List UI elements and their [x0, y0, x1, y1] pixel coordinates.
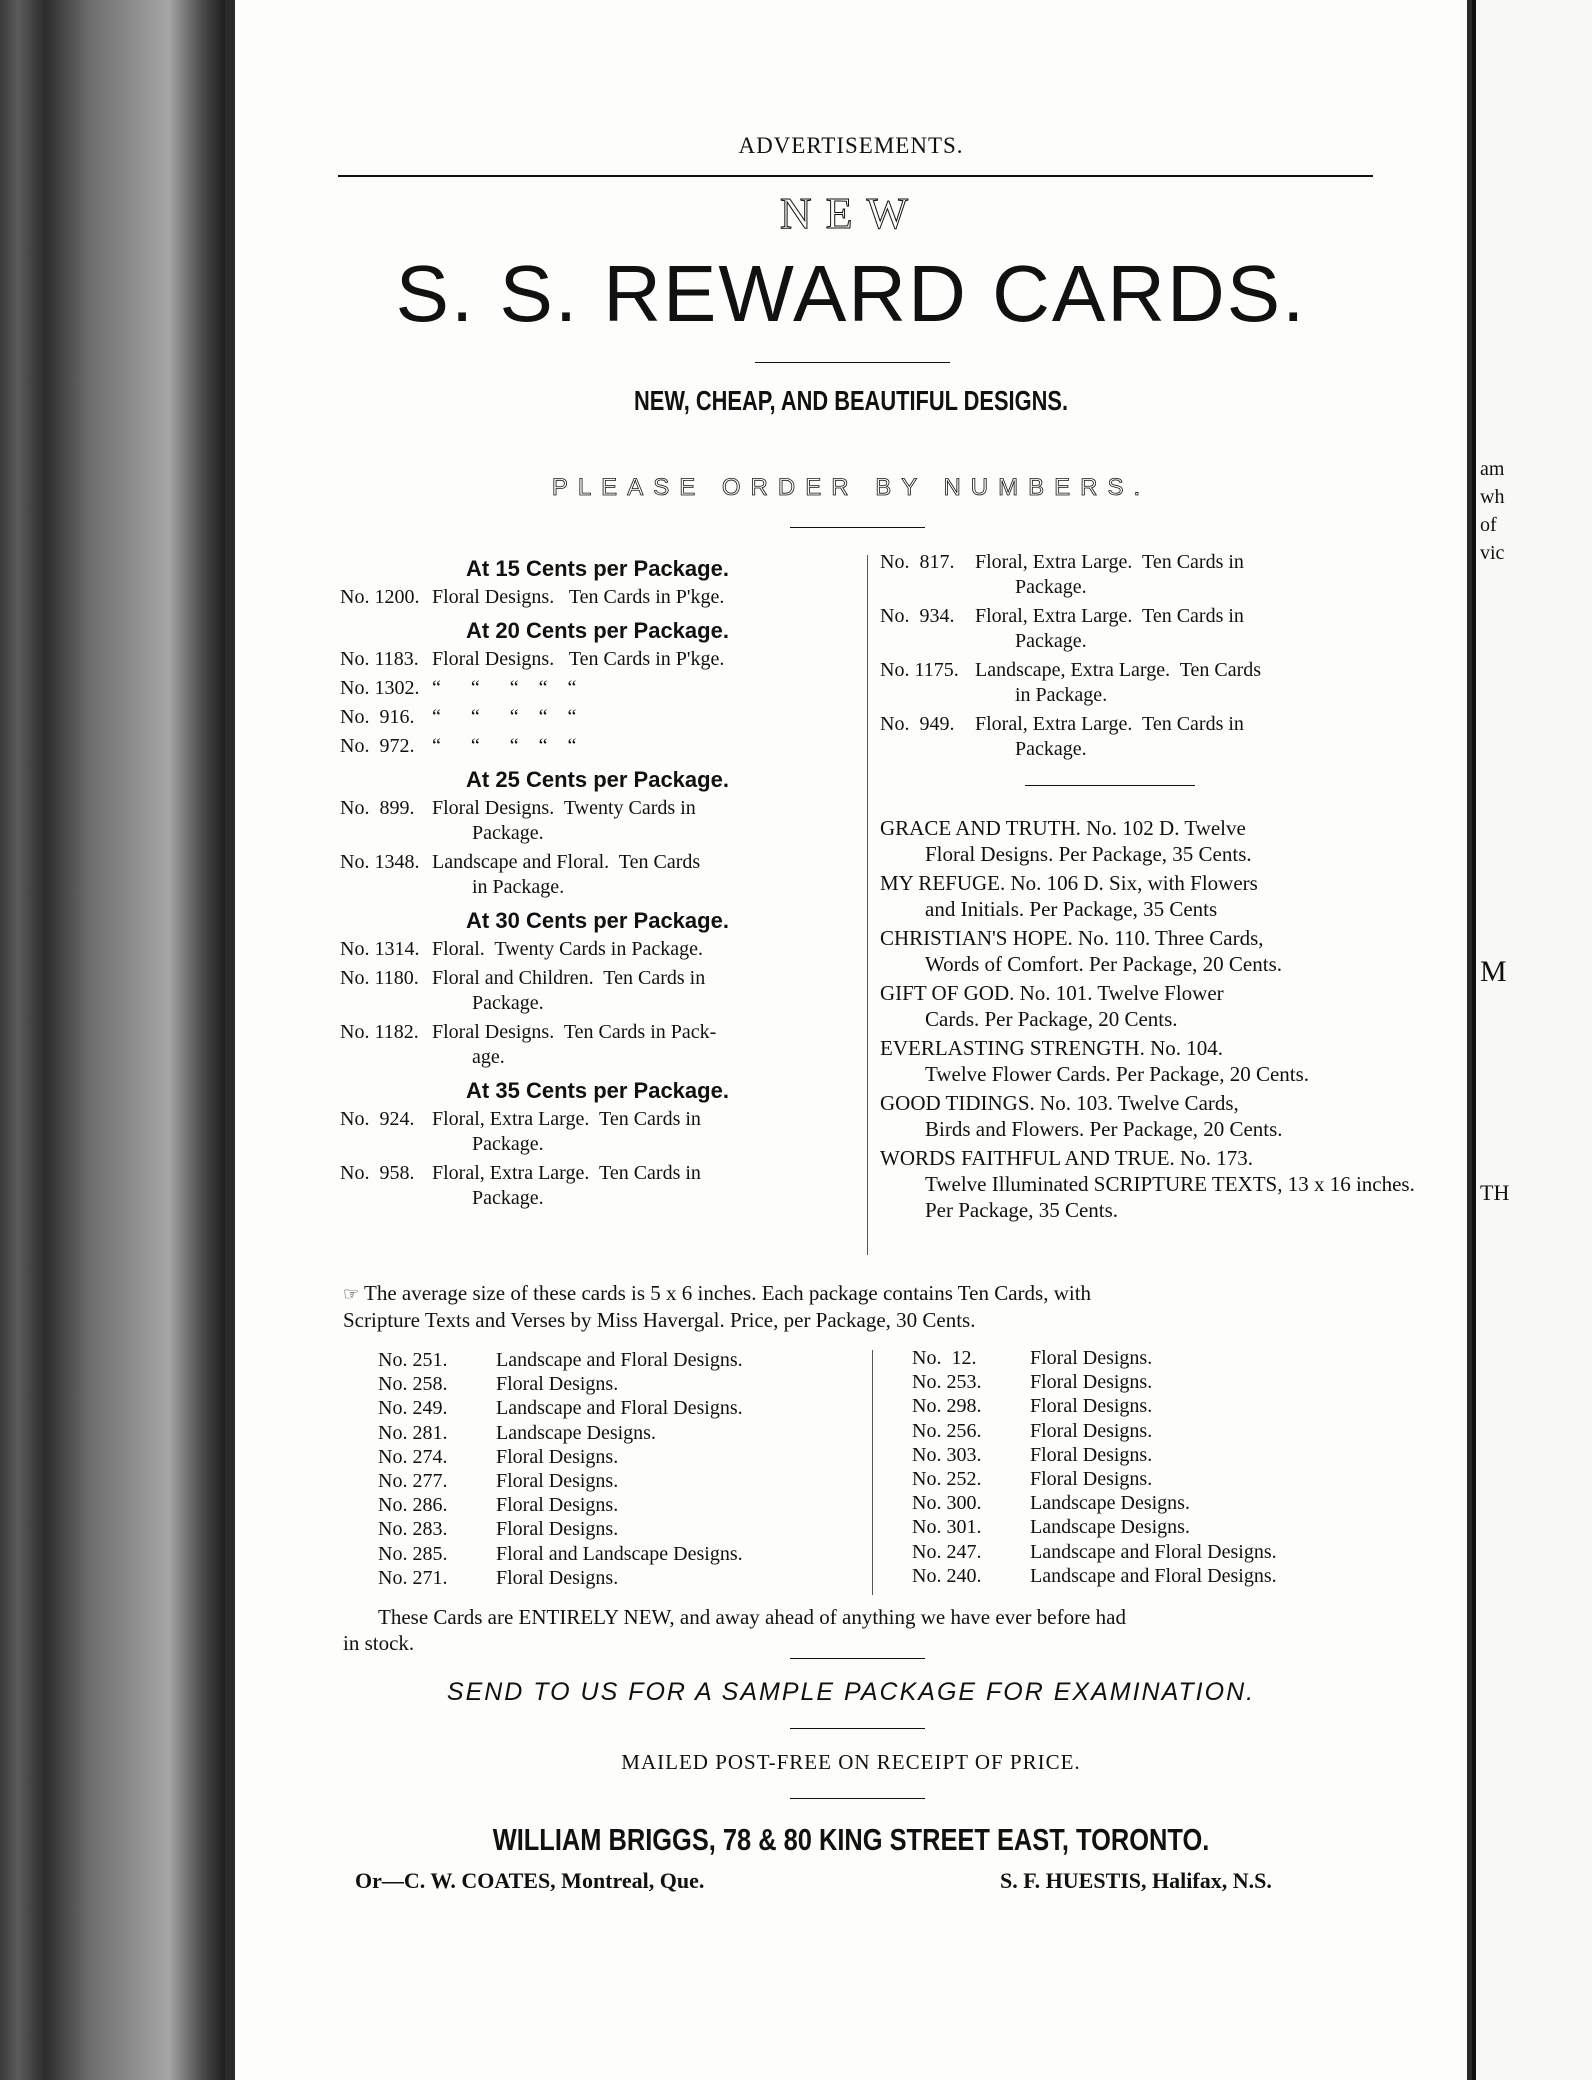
- item-number: No. 271.: [378, 1566, 448, 1589]
- series-entry: [880, 1090, 1432, 1142]
- publisher: WILLIAM BRIGGS, 78 & 80 KING STREET EAST, TORONTO.: [492, 1822, 1210, 1857]
- series-entry: [880, 925, 1432, 977]
- item-continuation: Package.: [1015, 630, 1087, 652]
- price-entry: [340, 1161, 855, 1211]
- price-entry: [340, 966, 855, 1016]
- item-number: No. 972.: [340, 735, 415, 757]
- item-continuation: Package.: [1015, 576, 1087, 598]
- price-entry-row: [880, 604, 1420, 629]
- mailed-line: MAILED POST-FREE ON RECEIPT OF PRICE.: [621, 1750, 1081, 1774]
- item-description: Floral Designs. Ten Cards in Pack-: [432, 1021, 717, 1043]
- price-entry-row: [340, 796, 855, 821]
- item-description: Floral Designs.: [496, 1470, 619, 1493]
- item-number: No. 1180.: [340, 967, 419, 989]
- series-rest: Twelve Illuminated SCRIPTURE TEXTS, 13 x 16 inches. Per Package, 35 Cents.: [925, 1172, 1415, 1222]
- price-entry-row: [340, 585, 855, 610]
- item-number: No. 303.: [912, 1443, 982, 1466]
- price-entry-row: [340, 734, 855, 759]
- order-note: PLEASE ORDER BY NUMBERS.: [551, 474, 1151, 501]
- havergal-note-line2: Scripture Texts and Verses by Miss Havergal. Price, per Package, 30 Cents.: [343, 1308, 976, 1332]
- series-entry: [880, 980, 1432, 1032]
- price-heading: At 35 Cents per Package.: [466, 1078, 729, 1103]
- item-description: Landscape and Floral. Ten Cards: [432, 851, 701, 873]
- entirely-new-note: [343, 1604, 1433, 1656]
- subtitle: NEW, CHEAP, AND BEAUTIFUL DESIGNS.: [633, 385, 1069, 416]
- havergal-entry: [378, 1372, 848, 1396]
- item-number: No. 298.: [912, 1395, 982, 1418]
- item-description: Floral Designs.: [1030, 1395, 1153, 1418]
- item-continuation: Package.: [472, 1133, 544, 1155]
- price-entry: [340, 1020, 855, 1070]
- item-number: No. 1314.: [340, 938, 420, 960]
- item-description: Floral Designs.: [496, 1518, 619, 1541]
- item-number: No. 924.: [340, 1108, 415, 1130]
- price-entry-row: [340, 1020, 855, 1045]
- next-page-fragment: of: [1480, 514, 1497, 536]
- item-number: No. 1348.: [340, 851, 420, 873]
- havergal-entry: [378, 1348, 848, 1372]
- item-description: “ “ “ “ “: [432, 735, 577, 757]
- item-number: No. 1175.: [880, 659, 959, 681]
- item-number: No. 277.: [378, 1470, 448, 1493]
- card-series-list: [880, 815, 1432, 1226]
- entirely-new-line1: These Cards are ENTIRELY NEW, and away ahead of anything we have ever before had: [378, 1605, 1126, 1629]
- price-entry: [340, 1107, 855, 1157]
- hand-pointer-icon: ☞: [343, 1284, 360, 1304]
- item-description: Landscape and Floral Designs.: [496, 1397, 743, 1420]
- next-page-fragment: M: [1480, 955, 1507, 988]
- price-heading: At 15 Cents per Package.: [466, 556, 729, 581]
- header-rule: [338, 175, 1373, 177]
- item-number: No. 12.: [912, 1347, 977, 1369]
- item-number: No. 283.: [378, 1518, 448, 1541]
- item-description: Floral Designs.: [1030, 1419, 1153, 1442]
- havergal-entry: [378, 1396, 848, 1420]
- havergal-entry: [378, 1493, 848, 1517]
- series-first-line: GRACE AND TRUTH. No. 102 D. Twelve: [880, 816, 1246, 840]
- item-number: No. 252.: [912, 1468, 982, 1491]
- agent-left: Or—C. W. COATES, Montreal, Que.: [355, 1868, 705, 1893]
- item-description: Floral Designs. Ten Cards in P'kge.: [432, 648, 725, 670]
- item-description: Floral Designs.: [496, 1445, 619, 1468]
- column-divider: [867, 555, 868, 1255]
- item-description: Floral Designs.: [496, 1373, 619, 1396]
- price-list-left: [340, 548, 855, 1215]
- havergal-list-left: [378, 1348, 848, 1590]
- entirely-new-line2: in stock.: [343, 1631, 415, 1655]
- series-entry: [880, 815, 1432, 867]
- price-entry: [340, 937, 855, 962]
- price-entry: [880, 550, 1420, 600]
- item-number: No. 916.: [340, 706, 415, 728]
- havergal-entry: [378, 1542, 848, 1566]
- mailed-rule: [790, 1798, 925, 1799]
- havergal-entry: [378, 1566, 848, 1590]
- price-entry-row: [340, 705, 855, 730]
- item-number: No. 256.: [912, 1419, 982, 1442]
- havergal-note: [343, 1280, 1433, 1333]
- havergal-entry: [912, 1419, 1412, 1443]
- price-entry-row: [340, 676, 855, 701]
- price-entry-row: [340, 1107, 855, 1132]
- next-page-edge: [1472, 0, 1592, 2080]
- havergal-entry: [378, 1421, 848, 1445]
- item-number: No. 301.: [912, 1516, 982, 1539]
- price-entry: [880, 604, 1420, 654]
- item-number: No. 958.: [340, 1162, 415, 1184]
- title-rule: [755, 362, 950, 363]
- item-number: No. 1183.: [340, 648, 419, 670]
- item-description: Floral, Extra Large. Ten Cards in: [432, 1162, 701, 1184]
- havergal-entry: [912, 1515, 1412, 1539]
- item-description: Floral and Children. Ten Cards in: [432, 967, 706, 989]
- item-number: No. 300.: [912, 1492, 982, 1515]
- havergal-entry: [378, 1469, 848, 1493]
- next-page-fragment: vic: [1480, 542, 1505, 564]
- item-description: Floral Designs.: [1030, 1468, 1153, 1491]
- item-continuation: Package.: [472, 1187, 544, 1209]
- price-entry-row: [340, 966, 855, 991]
- havergal-list-right: [912, 1346, 1412, 1588]
- item-description: Landscape Designs.: [1030, 1492, 1190, 1515]
- price-entry-row: [340, 1161, 855, 1186]
- item-continuation: in Package.: [472, 876, 565, 898]
- havergal-entry: [912, 1467, 1412, 1491]
- item-number: No. 281.: [378, 1421, 448, 1444]
- price-entry: [340, 676, 855, 701]
- item-description: Floral Designs.: [1030, 1347, 1153, 1369]
- item-number: No. 274.: [378, 1445, 448, 1468]
- item-description: Floral Designs. Ten Cards in P'kge.: [432, 586, 725, 608]
- price-heading: At 25 Cents per Package.: [466, 767, 729, 792]
- item-number: No. 253.: [912, 1371, 982, 1394]
- havergal-entry: [912, 1491, 1412, 1515]
- item-number: No. 258.: [378, 1373, 448, 1396]
- series-entry: [880, 1035, 1432, 1087]
- item-continuation: age.: [472, 1046, 505, 1068]
- series-entry: [880, 1145, 1432, 1223]
- page-title: S. S. REWARD CARDS.: [395, 249, 1307, 338]
- havergal-entry: [912, 1540, 1412, 1564]
- price-entry: [880, 712, 1420, 762]
- havergal-entry: [378, 1445, 848, 1469]
- item-description: Landscape, Extra Large. Ten Cards: [975, 659, 1262, 681]
- price-entry: [340, 585, 855, 610]
- series-rest: and Initials. Per Package, 35 Cents: [925, 897, 1218, 921]
- havergal-entry: [912, 1564, 1412, 1588]
- page: [235, 0, 1467, 2080]
- item-description: Floral, Extra Large. Ten Cards in: [975, 713, 1244, 735]
- price-entry-row: [340, 937, 855, 962]
- price-heading: At 30 Cents per Package.: [466, 908, 729, 933]
- new-label: NEW: [779, 189, 923, 238]
- item-number: No. 949.: [880, 713, 955, 735]
- running-header: ADVERTISEMENTS.: [738, 133, 964, 158]
- price-entry-row: [340, 850, 855, 875]
- item-number: No. 285.: [378, 1542, 448, 1565]
- price-entry-row: [880, 550, 1420, 575]
- item-number: No. 899.: [340, 797, 415, 819]
- item-description: Landscape and Floral Designs.: [1030, 1564, 1277, 1587]
- series-rest: Floral Designs. Per Package, 35 Cents.: [925, 842, 1252, 866]
- price-entry: [880, 658, 1420, 708]
- item-description: Floral and Landscape Designs.: [496, 1542, 743, 1565]
- series-rest: Birds and Flowers. Per Package, 20 Cents.: [925, 1117, 1283, 1141]
- next-page-fragment: wh: [1480, 486, 1505, 508]
- item-number: No. 1200.: [340, 586, 420, 608]
- price-entry-row: [880, 658, 1420, 683]
- item-description: Floral Designs.: [1030, 1371, 1153, 1394]
- price-entry: [340, 850, 855, 900]
- havergal-entry: [912, 1346, 1412, 1370]
- price-entry: [340, 647, 855, 672]
- item-description: “ “ “ “ “: [432, 677, 577, 699]
- right-section-rule: [1025, 785, 1195, 786]
- item-description: Floral Designs.: [1030, 1443, 1153, 1466]
- series-first-line: EVERLASTING STRENGTH. No. 104.: [880, 1036, 1223, 1060]
- item-description: Floral, Extra Large. Ten Cards in: [975, 551, 1244, 573]
- item-description: Landscape Designs.: [496, 1421, 656, 1444]
- item-description: Floral, Extra Large. Ten Cards in: [975, 605, 1244, 627]
- price-entry-row: [340, 647, 855, 672]
- havergal-entry: [378, 1517, 848, 1541]
- price-entry: [340, 734, 855, 759]
- book-spine: [0, 0, 225, 2080]
- item-number: No. 247.: [912, 1540, 982, 1563]
- item-description: Landscape Designs.: [1030, 1516, 1190, 1539]
- item-description: Landscape and Floral Designs.: [1030, 1540, 1277, 1563]
- sample-rule-top: [790, 1658, 925, 1659]
- item-number: No. 817.: [880, 551, 955, 573]
- item-number: No. 934.: [880, 605, 955, 627]
- item-number: No. 240.: [912, 1564, 982, 1587]
- item-description: Floral Designs.: [496, 1494, 619, 1517]
- series-rest: Twelve Flower Cards. Per Package, 20 Cents.: [925, 1062, 1310, 1086]
- item-description: Floral Designs.: [496, 1566, 619, 1589]
- series-rest: Words of Comfort. Per Package, 20 Cents.: [925, 952, 1282, 976]
- havergal-note-line1: The average size of these cards is 5 x 6 inches. Each package contains Ten Cards, with: [364, 1281, 1092, 1305]
- price-list-right: [880, 550, 1420, 766]
- item-number: No. 286.: [378, 1494, 448, 1517]
- series-first-line: GIFT OF GOD. No. 101. Twelve Flower: [880, 981, 1224, 1005]
- item-number: No. 1302.: [340, 677, 420, 699]
- price-entry: [340, 796, 855, 846]
- havergal-entry: [912, 1443, 1412, 1467]
- item-description: Floral, Extra Large. Ten Cards in: [432, 1108, 701, 1130]
- series-rest: Cards. Per Package, 20 Cents.: [925, 1007, 1178, 1031]
- item-continuation: Package.: [1015, 738, 1087, 760]
- item-description: Floral. Twenty Cards in Package.: [432, 938, 703, 960]
- series-entry: [880, 870, 1432, 922]
- item-continuation: in Package.: [1015, 684, 1108, 706]
- price-entry: [340, 705, 855, 730]
- series-first-line: CHRISTIAN'S HOPE. No. 110. Three Cards,: [880, 926, 1264, 950]
- price-heading: At 20 Cents per Package.: [466, 618, 729, 643]
- series-first-line: WORDS FAITHFUL AND TRUE. No. 173.: [880, 1146, 1253, 1170]
- item-description: Floral Designs. Twenty Cards in: [432, 797, 696, 819]
- agent-right: S. F. HUESTIS, Halifax, N.S.: [1000, 1868, 1272, 1893]
- series-first-line: GOOD TIDINGS. No. 103. Twelve Cards,: [880, 1091, 1239, 1115]
- series-first-line: MY REFUGE. No. 106 D. Six, with Flowers: [880, 871, 1258, 895]
- sample-line: SEND TO US FOR A SAMPLE PACKAGE FOR EXAMINATION.: [446, 1678, 1256, 1706]
- next-page-fragment: am: [1480, 458, 1505, 480]
- next-page-fragment: TH: [1480, 1180, 1510, 1205]
- price-entry-row: [880, 712, 1420, 737]
- havergal-entry: [912, 1370, 1412, 1394]
- havergal-divider: [872, 1350, 873, 1595]
- item-number: No. 249.: [378, 1397, 448, 1420]
- havergal-entry: [912, 1394, 1412, 1418]
- item-description: Landscape and Floral Designs.: [496, 1349, 743, 1371]
- order-rule: [790, 527, 925, 528]
- item-continuation: Package.: [472, 992, 544, 1014]
- item-description: “ “ “ “ “: [432, 706, 577, 728]
- sample-rule-bottom: [790, 1728, 925, 1729]
- item-number: No. 1182.: [340, 1021, 419, 1043]
- item-number: No. 251.: [378, 1349, 448, 1371]
- item-continuation: Package.: [472, 822, 544, 844]
